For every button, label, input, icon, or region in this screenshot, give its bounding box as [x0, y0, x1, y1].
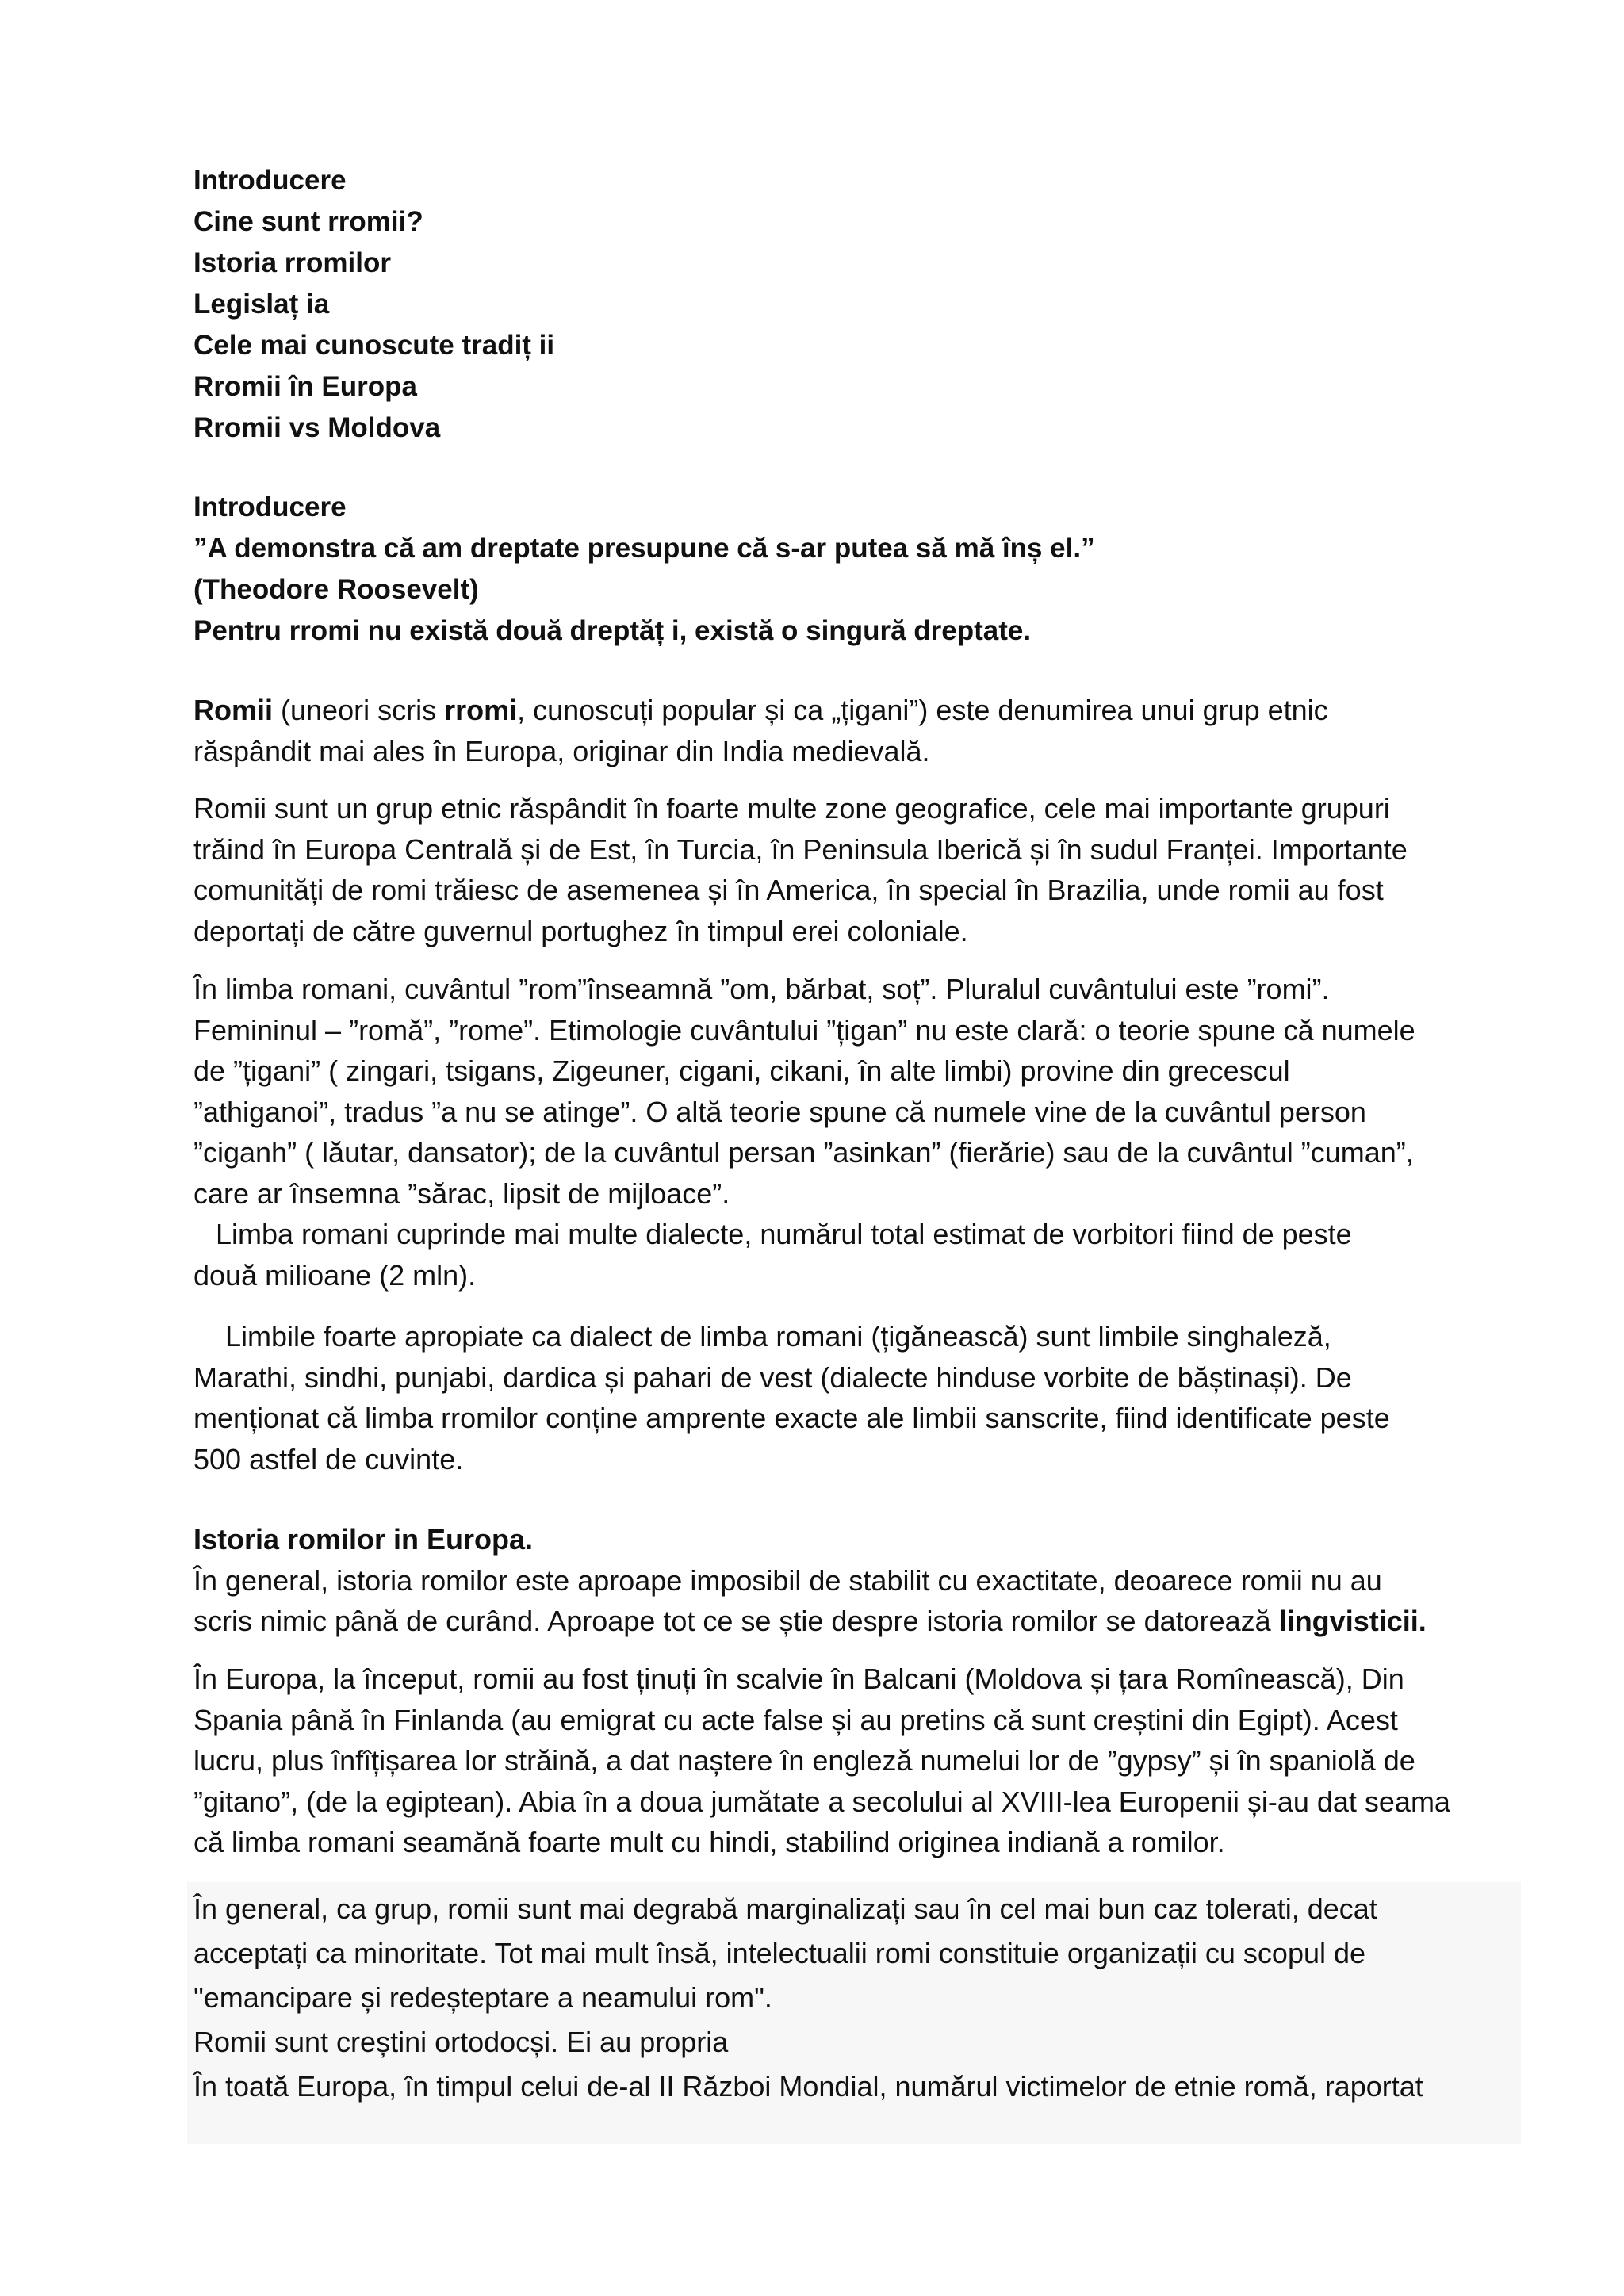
intro-section	[193, 487, 1502, 652]
paragraph-line: de ”țigani” ( zingari, tsigans, Zigeuner, cigani, cikani, în alte limbi) provine din grecescul	[193, 1054, 1290, 1087]
toc-item: Legislaț ia	[193, 289, 330, 320]
paragraph-line: lucru, plus înfîțișarea lor străină, a dat naștere în engleză numelui lor de ”gypsy” și în spaniolă de	[193, 1744, 1415, 1777]
paragraph-line: menționat că limba rromilor conține amprente exacte ale limbii sanscrite, fiind identificate peste	[193, 1402, 1390, 1434]
paragraph-line: că limba romani seamănă foarte mult cu hindi, stabilind originea indiană a romilor.	[193, 1826, 1225, 1858]
paragraph-line: 500 astfel de cuvinte.	[193, 1442, 464, 1475]
bold-term: rromi	[444, 694, 518, 726]
paragraph-line: deportați de către guvernul portughez în timpul erei coloniale.	[193, 914, 968, 947]
paragraph-related-languages	[193, 1316, 1526, 1479]
paragraph-line: În toată Europa, în timpul celui de-al II Război Mondial, numărul victimelor de etnie romă, raportat	[193, 2070, 1423, 2103]
paragraph-europe-beginning	[193, 1659, 1526, 1863]
toc-item: Cine sunt rromii?	[193, 206, 423, 237]
paragraph-line: ”athiganoi”, tradus ”a nu se atinge”. O altă teorie spune că numele vine de la cuvântul person	[193, 1095, 1366, 1128]
paragraph-history-europe	[193, 1519, 1526, 1642]
paragraph-line: Limbile foarte apropiate ca dialect de limba romani (țigănească) sunt limbile singhaleză,	[225, 1320, 1331, 1353]
toc-item: Istoria rromilor	[193, 247, 391, 278]
text-run: scris nimic până de curând. Aproape tot ce se știe despre istoria romilor se datorează	[193, 1605, 1279, 1637]
paragraph-line: acceptați ca minoritate. Tot mai mult însă, intelectualii romi constituie organizații cu scopul de	[193, 1937, 1366, 1969]
paragraph-line: Spania până în Finlanda (au emigrat cu acte false și au pretins că sunt creștini din Egipt). Acest	[193, 1703, 1398, 1736]
paragraph-line: trăind în Europa Centrală și de Est, în Turcia, în Peninsula Iberică și în sudul Franței. Importante	[193, 832, 1408, 866]
paragraph-line: comunități de romi trăiesc de asemenea și în America, în special în Brazilia, unde romii au fost	[193, 874, 1384, 906]
toc-item: Rromii în Europa	[193, 371, 417, 402]
intro-motto: Pentru rromi nu există două dreptăț i, există o singură dreptate.	[193, 615, 1032, 646]
intro-heading: Introducere	[193, 492, 347, 522]
toc-item: Introducere	[193, 165, 347, 196]
paragraph-romii-definition	[193, 690, 1526, 771]
toc-item: Rromii vs Moldova	[193, 412, 441, 443]
paragraph-line: Femininul – ”romă”, ”rome”. Etimologie cuvântului ”țigan” nu este clară: o teorie spune că numele	[193, 1013, 1415, 1047]
paragraph-line: răspândit mai ales în Europa, originar din India medievală.	[193, 734, 930, 767]
intro-quote: ”A demonstra că am dreptate presupune că s-ar putea să mă înș el.”	[193, 533, 1095, 564]
paragraph-line: În Europa, la început, romii au fost ținuți în scalvie în Balcani (Moldova și țara Romînească), Din	[193, 1663, 1404, 1695]
section-heading	[193, 1519, 1526, 1560]
bold-term: Romii	[193, 694, 274, 726]
paragraph-line: ”ciganh” ( lăutar, dansator); de la cuvântul persan ”asinkan” (fierărie) sau de la cuvântul ”cuman”,	[193, 1136, 1414, 1169]
paragraph-line: "emancipare și redeșteptare a neamului rom".	[193, 1981, 772, 2014]
section-heading-text: Istoria romilor in Europa.	[193, 1523, 534, 1556]
text-run: , cunoscuți popular și ca „țigani”) este denumirea unui grup etnic	[517, 694, 1328, 726]
paragraph-line: ”gitano”, (de la egiptean). Abia în a doua jumătate a secolului al XVIII-lea Europenii și-au dat seama	[193, 1785, 1450, 1818]
paragraph-line: Romii sunt un grup etnic răspândit în foarte multe zone geografice, cele mai importante grupuri	[193, 792, 1390, 825]
paragraph-line	[193, 1601, 1526, 1642]
paragraph-line: Limba romani cuprinde mai multe dialecte, numărul total estimat de vorbitori fiind de peste	[216, 1218, 1352, 1250]
paragraph-line: În general, ca grup, romii sunt mai degrabă marginalizați sau în cel mai bun caz tolerati, decat	[193, 1892, 1377, 1925]
intro-quote-author: (Theodore Roosevelt)	[193, 574, 479, 605]
paragraph-line: Marathi, sindhi, punjabi, dardica și pahari de vest (dialecte hinduse vorbite de băștinași). De	[193, 1360, 1352, 1394]
paragraph-line: care ar însemna ”sărac, lipsit de mijloace”.	[193, 1177, 730, 1210]
bold-term: lingvisticii.	[1278, 1605, 1427, 1637]
paragraph-line: În limba romani, cuvântul ”rom”înseamnă ”om, bărbat, soț”. Pluralul cuvântului este ”romi”.	[193, 973, 1330, 1005]
paragraph-etymology	[193, 969, 1526, 1295]
toc-item: Cele mai cunoscute tradiț ii	[193, 330, 555, 361]
table-of-contents	[193, 160, 1383, 449]
paragraph-line	[193, 690, 1526, 731]
text-run: (uneori scris	[273, 694, 445, 726]
paragraph-marginalization	[193, 1887, 1526, 2109]
paragraph-geography	[193, 788, 1526, 951]
paragraph-line: În general, istoria romilor este aproape imposibil de stabilit cu exactitate, deoarece romii nu au	[193, 1563, 1382, 1597]
paragraph-line: două milioane (2 mln).	[193, 1258, 477, 1292]
paragraph-line: Romii sunt creștini ortodocși. Ei au propria	[193, 2026, 729, 2058]
